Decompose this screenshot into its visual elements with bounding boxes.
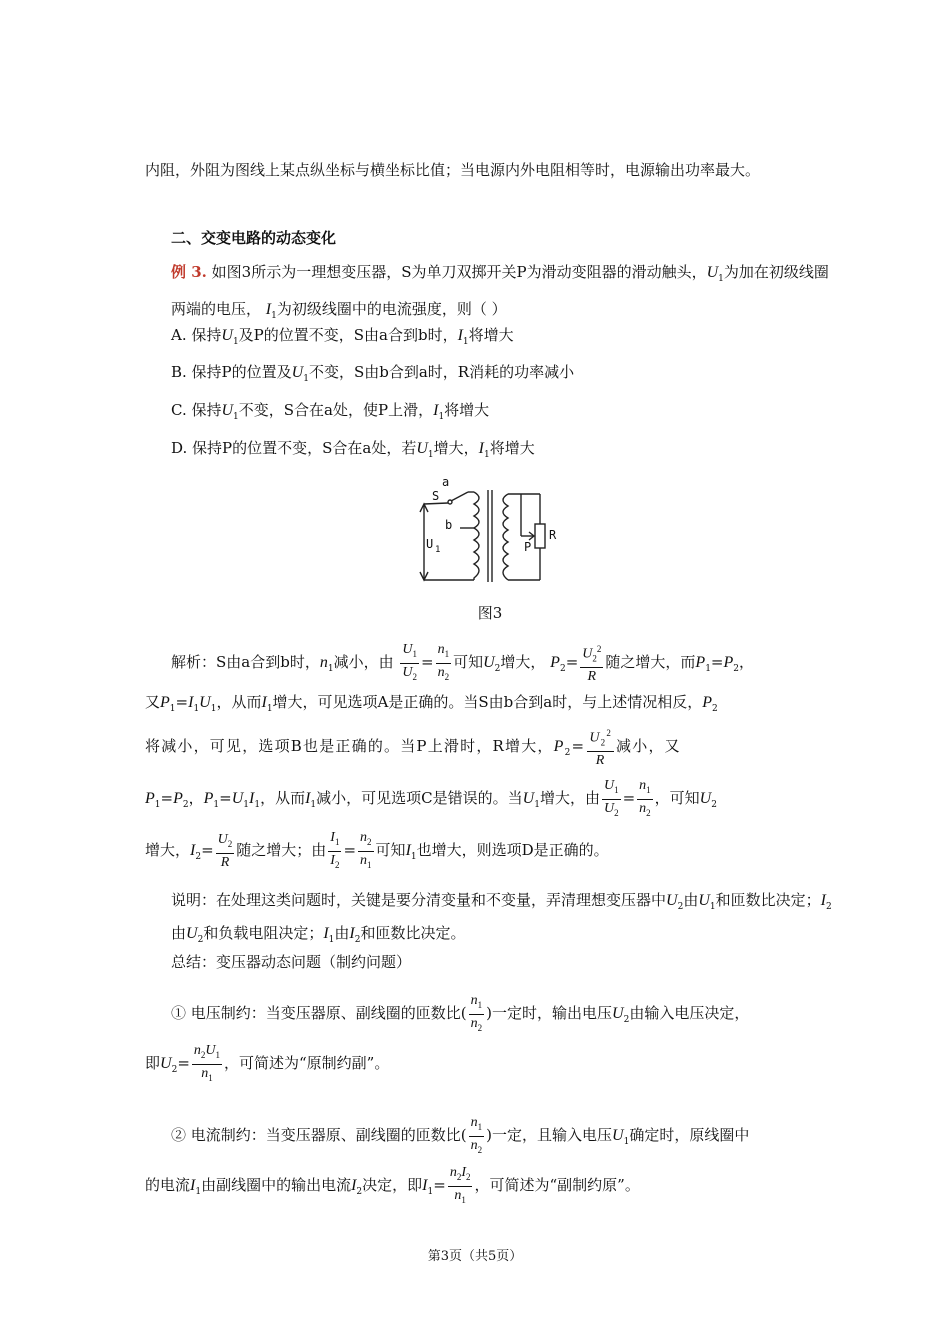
current-constraint-line-2: 的电流$I_1$由副线圈中的输出电流$I_2$决定，即$I_1=$ $\frac{n_2I_2}{n_1}$ ，可简述为“副制约原”。 [145, 1164, 640, 1205]
label-u1-sub: 1 [435, 545, 441, 555]
analysis-line-3: 将减小，可见，选项B也是正确的。当P上滑时，R增大，$P_2=$ $\frac{U_2^2}{R}$ 减小，又 [145, 722, 810, 777]
option-d: D. 保持P的位置不变，S合在a处，若$U_1$增大，$I_1$将增大 [171, 439, 535, 460]
analysis-line-2: 又$P_1=I_1U_1$，从而$I_1$增大，可见选项A是正确的。当S由b合到a时，与上述情况相反，$P_2$ [145, 693, 718, 714]
analysis-line-4: $P_1=P_2$，$P_1=U_1I_1$，从而$I_1$减小，可见选项C是错误的。当$U_1$增大，由 $\frac{U_1}{U_2}$ = $\frac{n_1}{n_2}$ ，可知$U_2$ [145, 777, 717, 818]
option-c: C. 保持$U_1$不变，S合在a处，使P上滑，$I_1$将增大 [171, 401, 490, 422]
voltage-constraint-line-1: ① 电压制约：当变压器原、副线圈的匝数比( $\frac{n_1}{n_2}$ )一定时，输出电压$U_2$由输入电压决定， [171, 992, 750, 1033]
label-r: R [549, 528, 557, 542]
page-footer: 第3页（共5页） [427, 1249, 523, 1264]
analysis-line-1: 解析：S由a合到b时，$n_1$减小，由 $\frac{U_1}{U_2}$ = $\frac{n_1}{n_2}$ 可知$U_2$增大， $P_2=$ $\frac{U_2^2}{R}$ 随之增大，而$P_1=P_2$， [171, 641, 755, 685]
transformer-circuit-diagram [412, 472, 572, 590]
figure-caption: 图3 [477, 604, 503, 622]
option-b: B. 保持P的位置及$U_1$不变，S由b合到a时，R消耗的功率减小 [171, 363, 575, 384]
current-constraint-line-1: ② 电流制约：当变压器原、副线圈的匝数比( $\frac{n_1}{n_2}$ )一定，且输入电压$U_1$确定时，原线圈中 [171, 1114, 750, 1155]
resistor-r [535, 524, 545, 548]
voltage-constraint-line-2: 即$U_2=$ $\frac{n_2U_1}{n_1}$ ，可简述为“原制约副”。 [145, 1042, 390, 1083]
note-paragraph: 说明：在处理这类问题时，关键是要分清变量和不变量，弄清理想变压器中$U_2$由$U_1$和匝数比决定；$I_2$由$U_2$和负载电阻决定；$I_1$由$I_2$和匝数比决定。 [171, 891, 832, 945]
example-question: 例 3. 如图3所示为一理想变压器，S为单刀双掷开关P为滑动变阻器的滑动触头，$U_1$为加在初级线圈两端的电压， $I_1$为初级线圈中的电流强度，则（ ） [171, 263, 829, 321]
option-a: A. 保持$U_1$及P的位置不变，S由a合到b时，$I_1$将增大 [171, 326, 514, 347]
label-p: P [524, 540, 532, 554]
switch-blade [451, 492, 468, 501]
label-b: b [445, 518, 453, 532]
analysis-line-5: 增大，$I_2=$ $\frac{U_2}{R}$ 随之增大；由 $\frac{I_1}{I_2}$ = $\frac{n_2}{n_1}$ 可知$I_1$也增大，则选项D是正确的。 [145, 829, 609, 870]
intro-paragraph: 内阻，外阻为图线上某点纵坐标与横坐标比值；当电源内外电阻相等时，电源输出功率最大。 [145, 161, 761, 179]
label-s: S [432, 489, 440, 503]
label-u1: U [426, 537, 434, 551]
secondary-coil [503, 494, 508, 580]
example-label: 例 3. [171, 263, 207, 281]
label-a: a [442, 475, 450, 489]
summary-title: 总结：变压器动态问题（制约问题） [171, 953, 412, 971]
section-title: 二、交变电路的动态变化 [171, 229, 337, 247]
primary-coil [474, 492, 479, 580]
